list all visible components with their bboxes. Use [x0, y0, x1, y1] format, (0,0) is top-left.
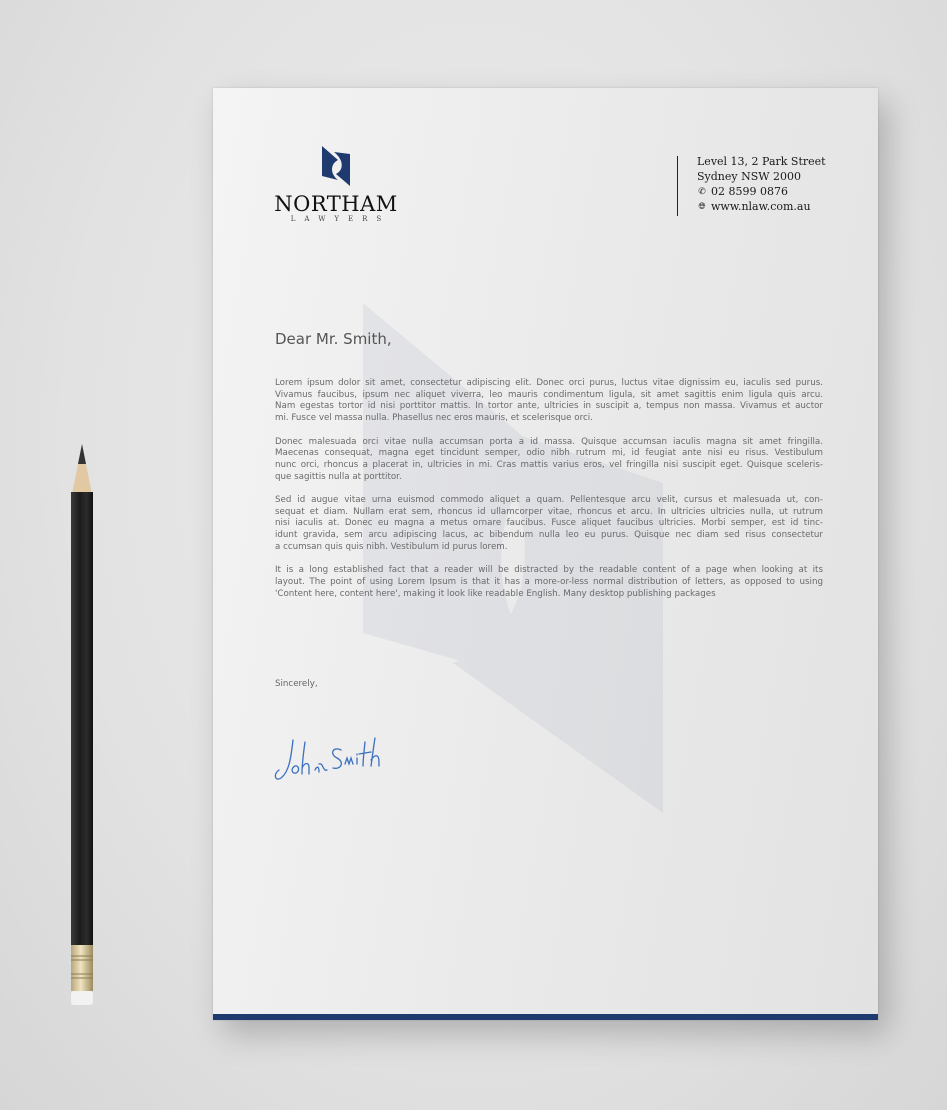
address-line-1: Level 13, 2 Park Street	[697, 155, 826, 168]
paragraph-line: Maecenas consequat, magna eget tincidunt semper, odio nibh rutrum mi, id feugiat ante nisi eu risus. Vestibulum	[275, 448, 823, 459]
pencil	[70, 444, 94, 1006]
paragraph-line: Nam egestas tortor id nisi porttitor mattis. In tortor ante, ultricies in suscipit a, tempus non massa. Vivamus et auctor	[275, 401, 823, 412]
brand-footer-bar	[213, 1014, 878, 1020]
contact-block	[697, 154, 826, 214]
paragraph-line: layout. The point of using Lorem Ipsum is that it has a more-or-less normal distribution of letters, as opposed to using	[275, 576, 823, 587]
paragraph-line: nisi iaculis at. Donec eu magna a metus ornare faucibus. Fusce aliquet faucibus ultricies. Morbi semper, est id tinc-	[275, 518, 823, 529]
letter-paragraph	[275, 495, 823, 554]
closing: Sincerely,	[275, 679, 318, 689]
paragraph-line: que sagittis nulla at porttitor.	[275, 471, 402, 482]
paragraph-line: Sed id augue vitae urna euismod commodo aliquet a quam. Pellentesque arcu velit, cursus et malesuada ut, con-	[275, 495, 823, 505]
paragraph-line: Donec malesuada orci vitae nulla accumsan porta a id massa. Quisque accumsan iaculis magna sit amet fringilla.	[275, 436, 823, 447]
paragraph-line: It is a long established fact that a reader will be distracted by the readable content of a page when looking at its	[275, 565, 823, 576]
letter-paragraph	[275, 437, 823, 484]
phone-number: 02 8599 0876	[711, 185, 788, 198]
address-line-2: Sydney NSW 2000	[697, 170, 802, 183]
phone-icon: ✆	[698, 186, 706, 197]
paragraph-line: sequat et diam. Nullam erat sem, rhoncus id ullamcorper vitae, rhoncus et arcu. In ultricies ultricies nulla, ut rutrum	[275, 506, 823, 517]
paragraph-line: Lorem ipsum dolor sit amet, consectetur adipiscing elit. Donec orci purus, luctus vitae dignissim eu, iaculis sed purus.	[275, 378, 823, 388]
paragraph-line: mi. Fusce vel massa nulla. Phasellus nec eros mauris, et scelerisque orci.	[275, 413, 593, 424]
firm-subtitle: LAWYERS	[290, 215, 391, 223]
letter-paragraph	[275, 565, 823, 600]
website: www.nlaw.com.au	[711, 200, 811, 213]
header-divider	[677, 156, 678, 216]
paragraph-line: 'Content here, content here', making it look like readable English. Many desktop publishing packages	[275, 588, 716, 599]
globe-icon: 🌐︎	[698, 201, 706, 212]
signature	[271, 728, 391, 788]
paragraph-line: nunc orci, rhoncus a placerat in, ultricies in mi. Cras mattis varius eros, vel fringilla nisi suscipit eget. Quisque sceleris-	[275, 459, 823, 470]
letter-paragraph	[275, 378, 823, 425]
firm-name: NORTHAM	[274, 192, 398, 216]
paragraph-line: Vivamus faucibus, ipsum nec aliquet viverra, leo mauris condimentum ligula, sit amet sagittis enim ligula quis arcu.	[275, 389, 823, 400]
letterhead-paper	[213, 88, 878, 1020]
firm-logo	[271, 146, 401, 224]
letter-body	[275, 378, 823, 612]
greeting: Dear Mr. Smith,	[275, 330, 392, 348]
logo-mark-icon	[320, 146, 352, 186]
paragraph-line: a ccumsan quis quis nibh. Vestibulum id purus lorem.	[275, 541, 508, 552]
paragraph-line: idunt gravida, sem arcu adipiscing lacus, ac bibendum nulla leo eu purus. Quisque nec diam sed risus consectetur	[275, 530, 823, 541]
